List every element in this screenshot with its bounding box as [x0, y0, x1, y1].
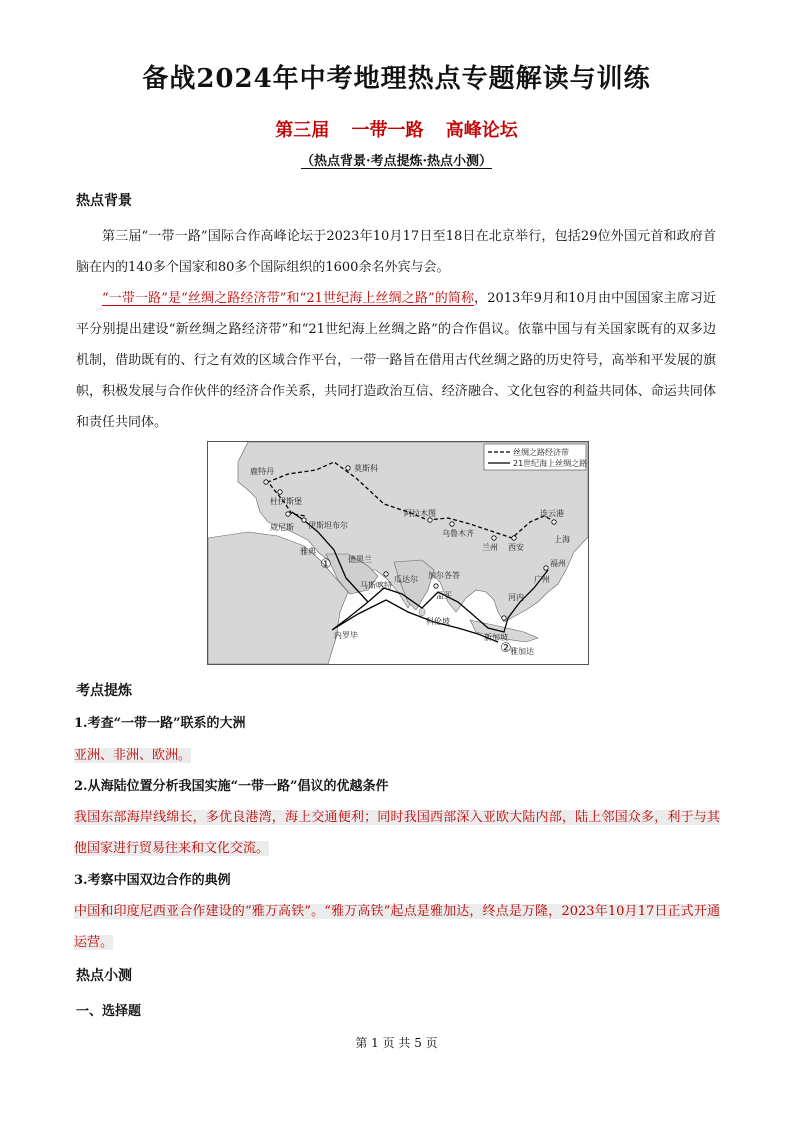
- label-venice: 威尼斯: [270, 523, 294, 532]
- background-paragraph-2: [76, 283, 716, 438]
- keypoint-answer-3: [74, 896, 720, 958]
- sub-title-part-1: 第三届: [275, 120, 330, 141]
- keypoint-question-2: 2.从海陆位置分析我国实施“一带一路”倡议的优越条件: [74, 779, 389, 794]
- label-xian: 西安: [508, 543, 524, 552]
- label-muscat: 马斯喀特: [360, 581, 392, 590]
- answer-1-text: 亚洲、非洲、欧洲。: [74, 748, 192, 763]
- answer-2-text: 我国东部海岸线绵长，多优良港湾，海上交通便利；同时我国西部深入亚欧大陆内部，陆上邻国众多，利于与其他国家进行贸易往来和文化交流。: [74, 810, 720, 856]
- city-dot-lianyungang: [552, 520, 556, 524]
- city-dot-duisburg: [278, 490, 282, 494]
- city-dot-xian: [512, 536, 516, 540]
- label-rotterdam: 鹿特丹: [250, 467, 274, 476]
- label-lianyungang: 连云港: [540, 509, 564, 518]
- keypoint-question-3: 3.考察中国双边合作的典例: [74, 873, 231, 888]
- city-dot-venice: [286, 512, 290, 516]
- city-dot-almaty: [428, 518, 432, 522]
- main-title: 备战2024年中考地理热点专题解读与训练: [142, 64, 651, 94]
- label-dhaka: 孟买: [436, 591, 452, 600]
- caption-text: （热点背景·考点提炼·热点小测）: [300, 154, 493, 169]
- label-lanzhou: 兰州: [482, 543, 498, 552]
- keypoint-answer-1: [74, 740, 720, 771]
- city-dot-urumqi: [450, 522, 454, 526]
- section-heading-keypoints: 考点提炼: [76, 683, 132, 699]
- label-colombo: 科伦坡: [426, 617, 450, 626]
- label-moscow: 莫斯科: [354, 464, 378, 473]
- legend-land-label: 丝绸之路经济带: [513, 448, 569, 457]
- label-hanoi: 河内: [508, 593, 524, 602]
- city-dot-rotterdam: [264, 480, 268, 484]
- keypoint-question-1: 1.考查“一带一路”联系的大洲: [74, 716, 246, 731]
- label-nairobi: 内罗毕: [334, 631, 358, 640]
- city-dot-moscow: [346, 466, 350, 470]
- definition-highlight: “一带一路”是“丝绸之路经济带”和“21世纪海上丝绸之路”的简称: [102, 291, 475, 306]
- label-almaty: 阿拉木图: [404, 509, 436, 518]
- background-paragraph-2-rest: ，2013年9月和10月由中国国家主席习近平分别提出建设“新丝绸之路经济带”和“21世纪海上丝绸之路”的合作倡议。依靠中国与有关国家既有的双多边机制，借助既有的、行之有效的区域合作平台，一带一路旨在借用古代丝绸之路的历史符号，高举和平发展的旗帜，积极发展与合作伙伴的经济合作关系，共同打造政治互信、经济融合、文化包容的利益共同体、命运共同体和责任共同体。: [76, 291, 716, 430]
- belt-and-road-map: [207, 441, 589, 665]
- sub-title: [0, 116, 793, 142]
- label-fuzhou: 福州: [550, 559, 566, 568]
- background-paragraph-1: 第三届“一带一路”国际合作高峰论坛于2023年10月17日至18日在北京举行，包括29位外国元首和政府首脑在内的140多个国家和80多个国际组织的1600余名外宾与会。: [76, 229, 716, 275]
- city-dot-gwadar: [384, 572, 388, 576]
- label-gwadar: 瓜达尔: [394, 575, 418, 584]
- label-urumqi: 乌鲁木齐: [442, 529, 474, 538]
- city-dot-fuzhou: [544, 566, 548, 570]
- city-dot-istanbul: [302, 518, 306, 522]
- marker-2: ②: [500, 641, 512, 656]
- quiz-part-1: 一、选择题: [76, 1004, 142, 1019]
- sri-lanka-island: [419, 608, 425, 616]
- section-heading-quiz: 热点小测: [76, 968, 132, 984]
- sub-title-part-2: 一带一路: [351, 120, 424, 141]
- label-tehran: 德黑兰: [348, 555, 372, 564]
- label-kolkata: 加尔各答: [428, 571, 460, 580]
- city-dot-singapore: [502, 616, 506, 620]
- label-duisburg: 杜伊斯堡: [270, 497, 302, 506]
- keypoint-answer-2: [74, 802, 720, 864]
- section-heading-background: 热点背景: [76, 193, 132, 209]
- page-footer: 第 1 页 共 5 页: [355, 1036, 438, 1050]
- map-svg: [208, 442, 588, 664]
- city-dot-lanzhou: [492, 536, 496, 540]
- label-istanbul: 伊斯坦布尔: [308, 521, 348, 530]
- label-shanghai: 上海: [554, 535, 570, 544]
- caption: [0, 150, 793, 169]
- city-dot-kolkata: [434, 584, 438, 588]
- label-jakarta: 雅加达: [510, 647, 534, 656]
- marker-1: ①: [320, 557, 332, 572]
- label-guangzhou: 广州: [534, 575, 550, 584]
- sub-title-part-3: 高峰论坛: [445, 120, 518, 141]
- answer-3-text: 中国和印度尼西亚合作建设的“雅万高铁”。“雅万高铁”起点是雅加达，终点是万隆，2023年10月17日正式开通运营。: [74, 904, 720, 950]
- label-athens: 雅典: [300, 547, 316, 556]
- label-singapore: 新加坡: [484, 633, 508, 642]
- legend-sea-label: 21世纪海上丝绸之路: [513, 459, 588, 468]
